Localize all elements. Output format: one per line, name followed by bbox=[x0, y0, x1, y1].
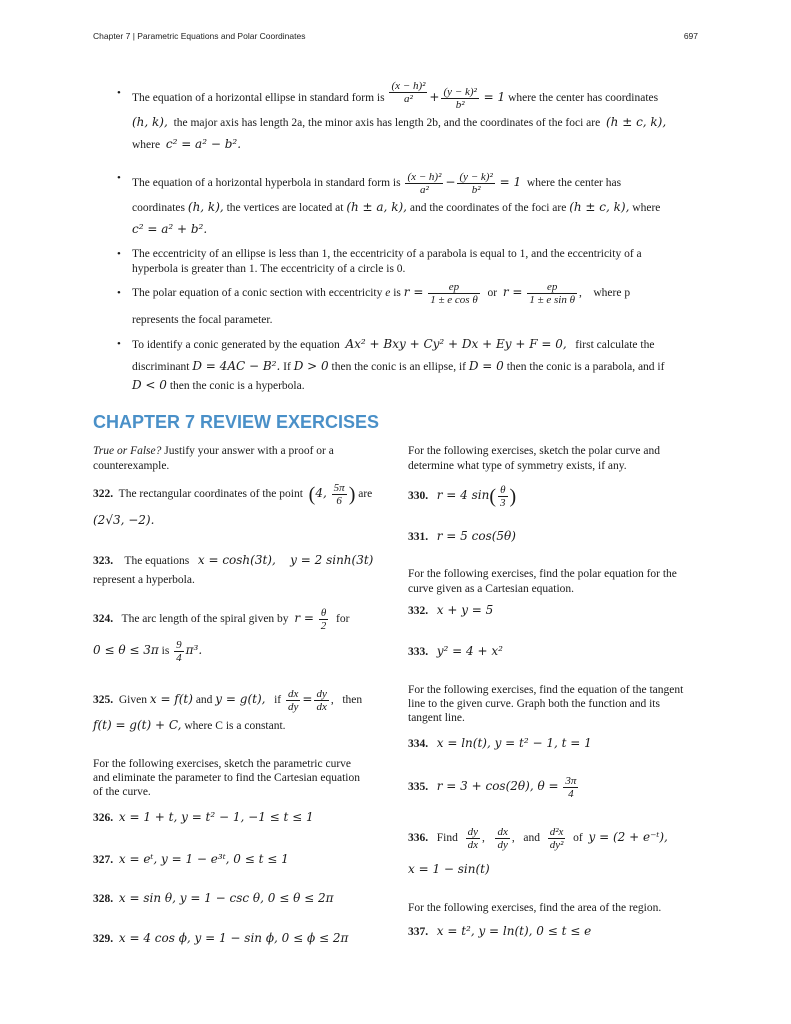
exercise-336-line-2: x = 1 − sin(t) bbox=[408, 862, 490, 876]
bullet-icon: • bbox=[117, 287, 121, 299]
tangent-intro-2: line to the given curve. Graph both the function and its bbox=[408, 698, 660, 710]
section-title: CHAPTER 7 REVIEW EXERCISES bbox=[93, 412, 380, 432]
cartesian-intro-2: curve given as a Cartesian equation. bbox=[408, 583, 575, 595]
exercise-324: 324. The arc length of the spiral given by r = $\frac{\theta}{2}$ for bbox=[93, 607, 350, 632]
polar-intro-2: determine what type of symmetry exists, if any. bbox=[408, 460, 627, 472]
exercise-329: 329. x = 4 cos ϕ, y = 1 − sin ϕ, 0 ≤ ϕ ≤ 2π bbox=[93, 931, 349, 945]
exercise-325: 325. Given x = f(t) and y = g(t), if $\frac{dx}{dy}$ = $\frac{dy}{dx}$ , then bbox=[93, 688, 363, 713]
exercise-335: 335. r = 3 + cos(2θ), θ = $\frac{3\pi}{4}$ bbox=[408, 775, 577, 800]
tangent-intro-1: For the following exercises, find the equation of the tangent bbox=[408, 684, 684, 696]
exercise-330: 330. r = 4 sin( $\frac{\theta}{3}$ ) bbox=[408, 484, 517, 509]
exercise-332: 332. x + y = 5 bbox=[408, 603, 494, 617]
bullet-4-line-1: The polar equation of a conic section with eccentricity e is r = $\frac{ep}{\text{1 ± e cos θ}}$ or r = $\frac{ep}{\text{1 ± e sin θ}}$ , where p bbox=[132, 281, 631, 306]
polar-intro-1: For the following exercises, sketch the polar curve and bbox=[408, 445, 660, 457]
exercise-336: 336. Find $\frac{dy}{dx}$ , $\frac{dx}{dy}$ , and $\frac{\text{d²x}}{\text{dy²}}$ of y = (2 + e⁻ᵗ), bbox=[408, 826, 668, 851]
cartesian-intro-1: For the following exercises, find the polar equation for the bbox=[408, 568, 677, 580]
exercise-322: 322. The rectangular coordinates of the point (4, $\frac{5\pi}{6}$ ) are bbox=[93, 482, 373, 507]
bullet-4-line-2: represents the focal parameter. bbox=[132, 314, 273, 326]
exercise-323-line-2: represent a hyperbola. bbox=[93, 574, 195, 586]
chapter-header: Chapter 7 | Parametric Equations and Polar Coordinates bbox=[93, 31, 306, 41]
bullet-3-line-2: hyperbola is greater than 1. The eccentricity of a circle is 0. bbox=[132, 263, 406, 275]
tf-intro-line-2: counterexample. bbox=[93, 460, 170, 472]
bullet-2-line-1: The equation of a horizontal hyperbola in standard form is $\frac{\text{(x − h)²}}{\text{a²}}$ − $\frac{\text{(y − k)²}}{\text{b²}}$ = 1 where the center has bbox=[132, 171, 622, 196]
page-number: 697 bbox=[683, 31, 698, 41]
bullet-icon: • bbox=[117, 172, 121, 184]
exercise-322-line-2: (2√3, −2). bbox=[93, 513, 155, 527]
bullet-1-line-2: (h, k), the major axis has length 2a, the minor axis has length 2b, and the coordinates of the foci are (h ± c, k), bbox=[132, 115, 667, 129]
bullet-2-line-2: coordinates (h, k), the vertices are located at (h ± a, k), and the coordinates of the foci are (h ± c, k), where bbox=[132, 200, 661, 214]
exercise-333: 333. y² = 4 + x² bbox=[408, 644, 503, 658]
bullet-icon: • bbox=[117, 248, 121, 260]
bullet-3-line-1: The eccentricity of an ellipse is less than 1, the eccentricity of a parabola is equal to 1, and the eccentricity of a bbox=[132, 248, 642, 260]
exercise-331: 331. r = 5 cos(5θ) bbox=[408, 529, 516, 543]
bullet-5-line-1: To identify a conic generated by the equation Ax² + Bxy + Cy² + Dx + Ey + F = 0, first calculate the bbox=[132, 337, 655, 351]
exercise-334: 334. x = ln(t), y = t² − 1, t = 1 bbox=[408, 736, 592, 750]
area-intro: For the following exercises, find the area of the region. bbox=[408, 902, 662, 914]
exercise-327: 327. x = eᵗ, y = 1 − e³ᵗ, 0 ≤ t ≤ 1 bbox=[93, 852, 289, 866]
exercise-328: 328. x = sin θ, y = 1 − csc θ, 0 ≤ θ ≤ 2π bbox=[93, 891, 334, 905]
parametric-intro-3: of the curve. bbox=[93, 786, 151, 798]
exercise-325-line-2: f(t) = g(t) + C, where C is a constant. bbox=[93, 718, 286, 732]
exercise-337: 337. x = t², y = ln(t), 0 ≤ t ≤ e bbox=[408, 924, 592, 938]
bullet-5-line-3: D < 0 then the conic is a hyperbola. bbox=[132, 378, 305, 392]
exercise-323: 323. The equations x = cosh(3t), y = 2 sinh(3t) bbox=[93, 553, 374, 567]
parametric-intro-2: and eliminate the parameter to find the Cartesian equation bbox=[93, 772, 360, 784]
bullet-icon: • bbox=[117, 87, 121, 99]
tangent-intro-3: tangent line. bbox=[408, 712, 465, 724]
bullet-1-line-1: The equation of a horizontal ellipse in standard form is $\frac{\text{(x − h)²}}{\text{a²}}$ + $\frac{\text{(y − k)²}}{\text{b²}}$ = 1 where the center has coordinates bbox=[132, 80, 659, 111]
exercise-326: 326. x = 1 + t, y = t² − 1, −1 ≤ t ≤ 1 bbox=[93, 810, 314, 824]
bullet-1-line-3: where c² = a² − b². bbox=[132, 137, 242, 151]
bullet-5-line-2: discriminant D = 4AC − B². If D > 0 then the conic is an ellipse, if D = 0 then the conic is a parabola, and if bbox=[132, 359, 665, 373]
parametric-intro-1: For the following exercises, sketch the parametric curve bbox=[93, 758, 352, 770]
tf-intro: True or False? Justify your answer with a proof or a bbox=[93, 445, 334, 457]
bullet-2-line-3: c² = a² + b². bbox=[132, 222, 208, 236]
bullet-icon: • bbox=[117, 338, 121, 350]
exercise-324-line-2: 0 ≤ θ ≤ 3π is $\frac{9}{4}$ π³. bbox=[93, 639, 203, 664]
